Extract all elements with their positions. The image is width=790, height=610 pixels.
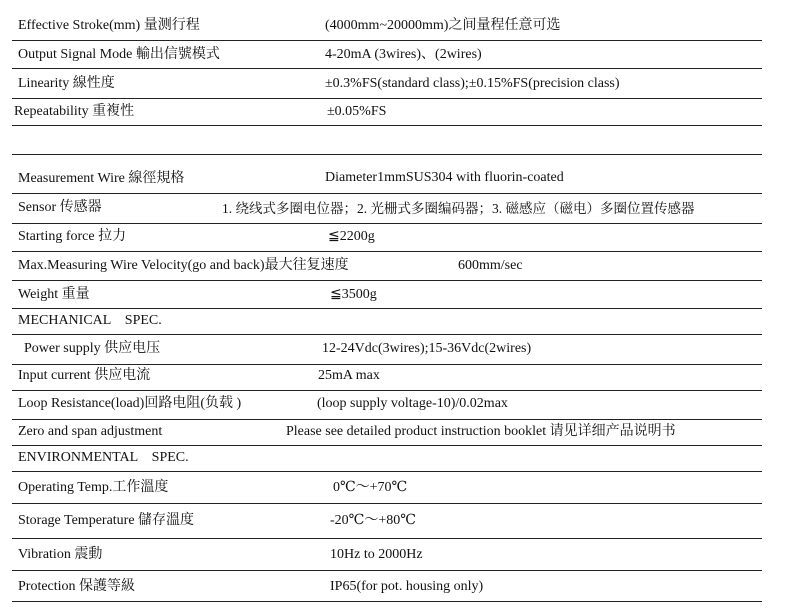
divider: [12, 334, 762, 335]
spec-value: (loop supply voltage-10)/0.02max: [317, 396, 508, 411]
divider: [12, 445, 762, 446]
spec-value: (4000mm~20000mm)之间量程任意可选: [325, 18, 561, 33]
divider: [12, 125, 762, 126]
spec-value: 4-20mA (3wires)、(2wires): [325, 47, 482, 62]
divider: [12, 364, 762, 365]
spec-value: 10Hz to 2000Hz: [330, 547, 423, 562]
spec-label: Effective Stroke(mm) 量测行程: [18, 18, 200, 33]
divider: [12, 419, 762, 420]
spec-label: Protection 保護等級: [18, 579, 136, 594]
divider: [12, 503, 762, 504]
spec-label: Output Signal Mode 輸出信號模式: [18, 47, 220, 62]
divider: [12, 538, 762, 539]
spec-label: Operating Temp.工作溫度: [18, 480, 169, 495]
spec-label: Weight 重量: [18, 287, 90, 302]
spec-label: Input current 供应电流: [18, 368, 151, 383]
spec-value: 1. 绕线式多圈电位器；2. 光栅式多圈编码器；3. 磁感应（磁电）多圈位置传感器: [222, 201, 695, 216]
divider: [12, 223, 762, 224]
spec-value: ±0.05%FS: [327, 104, 387, 119]
spec-label: Repeatability 重複性: [14, 104, 135, 119]
divider: [12, 390, 762, 391]
spec-label: Sensor 传感器: [18, 200, 102, 215]
spec-label: Measurement Wire 線徑規格: [18, 171, 185, 186]
spec-value: Please see detailed product instruction booklet 请见详细产品说明书: [286, 424, 676, 439]
spec-value: 600mm/sec: [458, 258, 523, 273]
spec-value: -20℃～+80℃: [330, 513, 416, 528]
divider: [12, 471, 762, 472]
spec-label: Max.Measuring Wire Velocity(go and back)最大往复速度: [18, 258, 349, 273]
spec-value: 25mA max: [318, 368, 380, 383]
spec-value: ≦3500g: [330, 287, 377, 302]
divider: [12, 193, 762, 194]
divider: [12, 308, 762, 309]
spec-label: Starting force 拉力: [18, 229, 127, 244]
divider: [12, 251, 762, 252]
divider: [12, 68, 762, 69]
divider: [12, 154, 762, 155]
spec-label: Storage Temperature 儲存溫度: [18, 513, 195, 528]
section-heading-mechanical: MECHANICAL SPEC.: [18, 313, 162, 328]
spec-label: Vibration 震動: [18, 547, 103, 562]
spec-value: ≦2200g: [328, 229, 375, 244]
divider: [12, 98, 762, 99]
divider: [12, 570, 762, 571]
spec-label: Loop Resistance(load)回路电阻(负载 ): [18, 396, 242, 411]
spec-label: Linearity 線性度: [18, 76, 115, 91]
spec-value: 0℃～+70℃: [333, 480, 408, 495]
spec-value: Diameter1mmSUS304 with fluorin-coated: [325, 170, 564, 185]
spec-value: ±0.3%FS(standard class);±0.15%FS(precision class): [325, 76, 620, 91]
section-heading-environmental: ENVIRONMENTAL SPEC.: [18, 450, 189, 465]
spec-value: 12-24Vdc(3wires);15-36Vdc(2wires): [322, 341, 532, 356]
divider: [12, 601, 762, 602]
divider: [12, 40, 762, 41]
divider: [12, 280, 762, 281]
spec-label: Zero and span adjustment: [18, 424, 163, 439]
spec-label: Power supply 供应电压: [24, 341, 161, 356]
spec-value: IP65(for pot. housing only): [330, 579, 484, 594]
